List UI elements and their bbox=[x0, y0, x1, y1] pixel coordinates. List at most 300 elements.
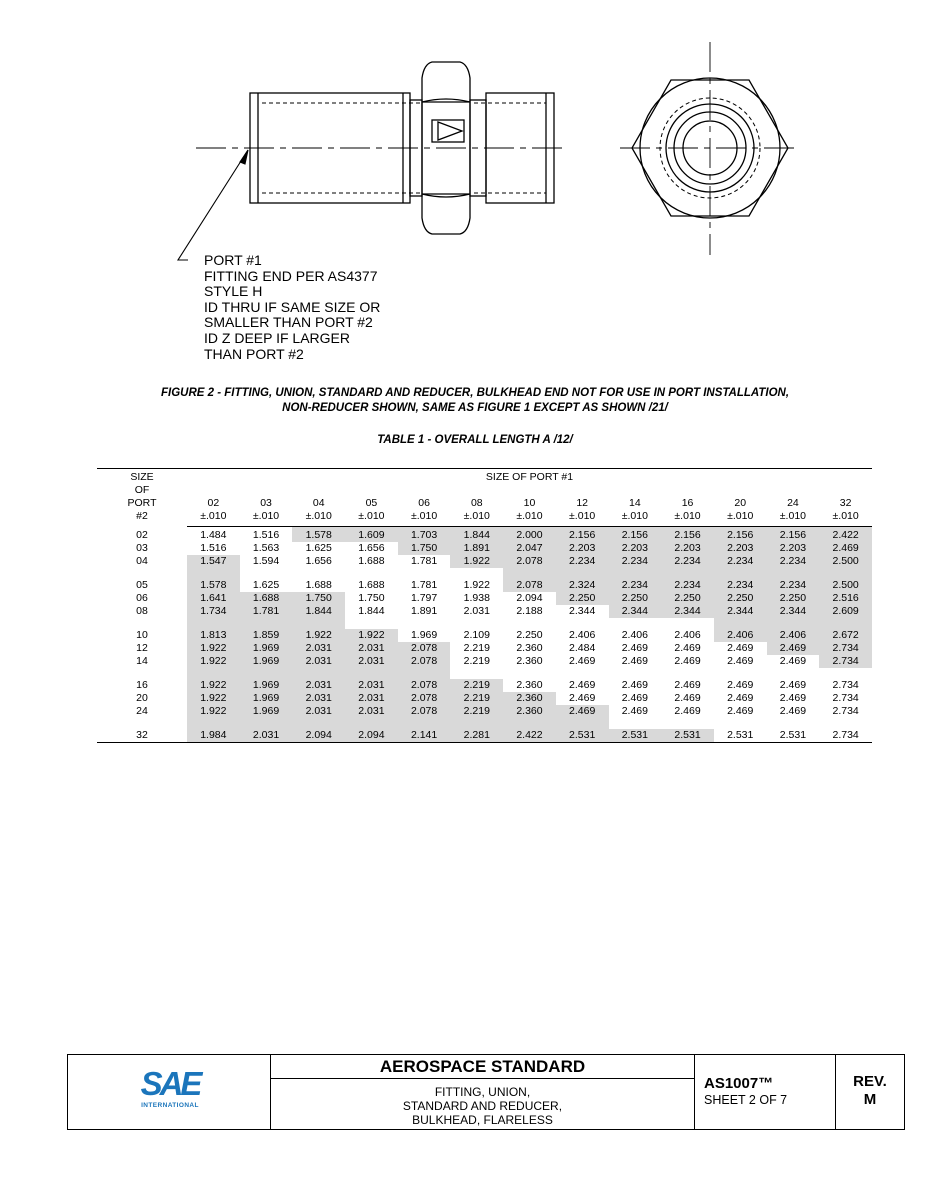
length-cell: 2.484 bbox=[569, 642, 596, 654]
table-row bbox=[97, 542, 872, 555]
doc-number-cell bbox=[695, 1055, 836, 1129]
length-cell: 2.000 bbox=[503, 527, 556, 543]
length-cell: 2.156 bbox=[714, 527, 767, 543]
length-cell: 1.641 bbox=[187, 592, 240, 605]
length-cell: 1.688 bbox=[358, 555, 385, 567]
length-cell: 2.094 bbox=[345, 729, 398, 743]
callout-line: THAN PORT #2 bbox=[204, 345, 304, 362]
spacer-cell bbox=[503, 568, 556, 579]
length-cell: 2.609 bbox=[819, 605, 872, 618]
row-header-line: PORT bbox=[127, 497, 157, 509]
spacer-cell bbox=[292, 568, 345, 579]
column-header bbox=[450, 497, 503, 527]
length-cell: 2.360 bbox=[516, 679, 543, 691]
table-row bbox=[97, 605, 872, 618]
length-cell: 1.750 bbox=[358, 592, 385, 604]
callout-line: STYLE H bbox=[204, 283, 263, 300]
length-cell: 2.094 bbox=[292, 729, 345, 743]
length-cell: 1.813 bbox=[187, 629, 240, 642]
length-cell: 2.109 bbox=[463, 629, 490, 641]
spacer-cell bbox=[240, 718, 293, 729]
length-cell: 2.469 bbox=[779, 655, 807, 667]
spacer-cell bbox=[503, 718, 556, 729]
length-cell: 2.406 bbox=[767, 629, 820, 642]
length-cell: 2.031 bbox=[292, 692, 345, 705]
length-cell: 1.969 bbox=[240, 705, 293, 718]
row-size: 14 bbox=[136, 655, 148, 667]
column-tolerance: ±.010 bbox=[252, 510, 280, 522]
overall-length-table bbox=[97, 468, 872, 743]
sae-logo-subtext: INTERNATIONAL bbox=[141, 1102, 199, 1109]
length-cell: 1.922 bbox=[187, 692, 240, 705]
column-tolerance: ±.010 bbox=[569, 510, 596, 522]
column-header bbox=[661, 497, 714, 527]
length-cell: 2.469 bbox=[621, 655, 648, 667]
length-cell: 1.922 bbox=[187, 642, 240, 655]
row-header-line: OF bbox=[134, 484, 150, 496]
spacer-cell bbox=[398, 568, 451, 579]
length-cell: 1.703 bbox=[398, 527, 451, 543]
length-cell: 2.406 bbox=[714, 629, 767, 642]
spacer-cell bbox=[819, 618, 872, 629]
length-cell: 2.234 bbox=[714, 555, 767, 568]
table-row bbox=[97, 592, 872, 605]
length-cell: 2.094 bbox=[516, 592, 543, 604]
length-cell: 2.672 bbox=[819, 629, 872, 642]
length-cell: 2.469 bbox=[779, 705, 807, 717]
callout-line: PORT #1 bbox=[204, 252, 262, 268]
length-cell: 2.188 bbox=[516, 605, 543, 617]
length-cell: 2.078 bbox=[398, 655, 451, 668]
length-cell: 2.250 bbox=[767, 592, 820, 605]
spacer-row bbox=[97, 718, 872, 729]
length-cell: 2.469 bbox=[556, 705, 609, 718]
spacer-cell bbox=[661, 618, 714, 629]
column-size: 04 bbox=[312, 497, 325, 509]
column-size: 06 bbox=[418, 497, 430, 509]
length-cell: 2.031 bbox=[345, 679, 398, 692]
length-cell: 1.625 bbox=[305, 542, 332, 554]
spacer-cell bbox=[450, 618, 503, 629]
column-header-row bbox=[97, 497, 872, 527]
length-cell: 2.469 bbox=[621, 679, 648, 691]
spacer-cell bbox=[187, 618, 240, 629]
spacer-cell bbox=[556, 668, 609, 679]
length-cell: 1.578 bbox=[292, 527, 345, 543]
length-cell: 2.406 bbox=[621, 629, 648, 641]
spacer-cell bbox=[398, 668, 451, 679]
column-size: 05 bbox=[365, 497, 378, 509]
row-header-line: SIZE bbox=[130, 471, 154, 483]
spacer-cell bbox=[450, 718, 503, 729]
sae-logo-text: SAE bbox=[140, 1065, 200, 1102]
figure-caption bbox=[0, 386, 950, 416]
callout-line: FITTING END PER AS4377 bbox=[204, 267, 378, 284]
length-cell: 1.969 bbox=[240, 692, 293, 705]
length-cell: 2.531 bbox=[556, 729, 609, 743]
spacer-cell bbox=[767, 568, 820, 579]
length-cell: 1.516 bbox=[200, 542, 227, 554]
length-cell: 1.844 bbox=[358, 605, 385, 617]
length-cell: 2.734 bbox=[819, 642, 872, 655]
column-size: 24 bbox=[787, 497, 799, 509]
row-size: 05 bbox=[136, 579, 148, 591]
length-cell: 1.969 bbox=[240, 655, 293, 668]
row-header-line: #2 bbox=[136, 510, 148, 522]
length-cell: 1.547 bbox=[187, 555, 240, 568]
table-row bbox=[97, 527, 872, 543]
length-cell: 2.219 bbox=[450, 692, 503, 705]
length-cell: 1.969 bbox=[410, 629, 438, 641]
spacer-cell bbox=[292, 668, 345, 679]
spacer-cell bbox=[661, 668, 714, 679]
spacer-cell bbox=[556, 618, 609, 629]
center-lines bbox=[196, 42, 800, 255]
spacer-cell bbox=[767, 668, 820, 679]
length-cell: 1.516 bbox=[252, 529, 280, 541]
length-cell: 2.469 bbox=[674, 655, 701, 667]
column-size: 32 bbox=[839, 497, 852, 509]
length-cell: 1.844 bbox=[292, 605, 345, 618]
column-size: 03 bbox=[260, 497, 272, 509]
spacer-cell bbox=[292, 718, 345, 729]
column-size: 14 bbox=[629, 497, 641, 509]
length-cell: 2.734 bbox=[819, 655, 872, 668]
column-header bbox=[187, 497, 240, 527]
column-size: 02 bbox=[207, 497, 220, 509]
length-cell: 1.578 bbox=[187, 579, 240, 592]
length-cell: 2.469 bbox=[819, 542, 872, 555]
length-cell: 1.688 bbox=[358, 579, 385, 591]
table-row bbox=[97, 655, 872, 668]
spacer-cell bbox=[714, 718, 767, 729]
length-cell: 2.469 bbox=[767, 642, 820, 655]
column-tolerance: ±.010 bbox=[727, 510, 754, 522]
spacer-cell bbox=[556, 568, 609, 579]
spacer-cell bbox=[714, 668, 767, 679]
table-row bbox=[97, 705, 872, 718]
length-cell: 1.484 bbox=[200, 529, 227, 541]
spacer-cell bbox=[819, 718, 872, 729]
spacer-cell bbox=[97, 668, 187, 679]
length-cell: 2.250 bbox=[714, 592, 767, 605]
length-cell: 2.203 bbox=[661, 542, 714, 555]
column-tolerance: ±.010 bbox=[410, 510, 438, 522]
figure-caption-line: FIGURE 2 - FITTING, UNION, STANDARD AND REDUCER, BULKHEAD END NOT FOR USE IN PORT INSTALLATION, bbox=[160, 387, 790, 399]
length-cell: 1.969 bbox=[240, 642, 293, 655]
spacer-cell bbox=[714, 618, 767, 629]
length-cell: 2.203 bbox=[767, 542, 820, 555]
length-cell: 1.969 bbox=[240, 679, 293, 692]
column-tolerance: ±.010 bbox=[674, 510, 701, 522]
spacer-cell bbox=[767, 718, 820, 729]
length-cell: 1.891 bbox=[410, 605, 438, 617]
length-cell: 1.625 bbox=[252, 579, 280, 591]
column-header bbox=[609, 497, 662, 527]
length-cell: 1.781 bbox=[410, 579, 438, 591]
spacer-cell bbox=[398, 618, 451, 629]
length-cell: 1.922 bbox=[450, 555, 503, 568]
length-cell: 2.031 bbox=[292, 679, 345, 692]
length-cell: 2.734 bbox=[832, 679, 859, 691]
column-tolerance: ±.010 bbox=[779, 510, 806, 522]
doc-number: AS1007™ bbox=[704, 1075, 774, 1092]
spacer-cell bbox=[97, 618, 187, 629]
spacer-cell bbox=[503, 618, 556, 629]
callout-line: ID Z DEEP IF LARGER bbox=[204, 329, 350, 346]
length-cell: 2.078 bbox=[503, 579, 556, 592]
length-cell: 1.781 bbox=[240, 605, 293, 618]
fitting-drawing bbox=[0, 0, 950, 380]
column-size: 10 bbox=[523, 497, 536, 509]
callout-line: SMALLER THAN PORT #2 bbox=[204, 314, 373, 331]
length-cell: 2.469 bbox=[674, 692, 701, 704]
length-cell: 2.344 bbox=[714, 605, 767, 618]
length-cell: 1.781 bbox=[410, 555, 438, 567]
length-cell: 2.360 bbox=[503, 705, 556, 718]
length-cell: 2.344 bbox=[661, 605, 714, 618]
length-cell: 2.469 bbox=[674, 705, 701, 717]
spacer-row bbox=[97, 618, 872, 629]
length-cell: 2.531 bbox=[767, 729, 820, 743]
column-header bbox=[240, 497, 293, 527]
length-cell: 2.078 bbox=[503, 555, 556, 568]
length-cell: 1.688 bbox=[240, 592, 293, 605]
spacer-cell bbox=[187, 568, 240, 579]
length-cell: 2.250 bbox=[661, 592, 714, 605]
length-cell: 2.531 bbox=[609, 729, 662, 743]
row-size: 20 bbox=[136, 692, 148, 704]
title-cell bbox=[271, 1055, 695, 1129]
column-header bbox=[819, 497, 872, 527]
length-cell: 2.031 bbox=[463, 605, 490, 617]
spacer-cell bbox=[609, 718, 662, 729]
title-line: BULKHEAD, FLARELESS bbox=[412, 1113, 553, 1127]
length-cell: 2.281 bbox=[450, 729, 503, 743]
length-cell: 1.984 bbox=[187, 729, 240, 743]
length-cell: 2.469 bbox=[674, 642, 701, 654]
table-row bbox=[97, 679, 872, 692]
spacer-cell bbox=[661, 568, 714, 579]
spacer-cell bbox=[240, 568, 293, 579]
spacer-cell bbox=[240, 618, 293, 629]
length-cell: 1.844 bbox=[450, 527, 503, 543]
length-cell: 2.031 bbox=[345, 655, 398, 668]
length-cell: 1.922 bbox=[187, 679, 240, 692]
length-cell: 2.360 bbox=[503, 692, 556, 705]
length-cell: 1.859 bbox=[240, 629, 293, 642]
length-cell: 2.469 bbox=[727, 655, 754, 667]
length-cell: 2.031 bbox=[345, 705, 398, 718]
length-cell: 2.469 bbox=[779, 692, 807, 704]
spacer-cell bbox=[345, 618, 398, 629]
length-cell: 2.234 bbox=[714, 579, 767, 592]
length-cell: 1.656 bbox=[358, 542, 385, 554]
length-cell: 2.031 bbox=[345, 642, 398, 655]
length-cell: 2.234 bbox=[609, 555, 662, 568]
title-line: FITTING, UNION, bbox=[434, 1085, 531, 1099]
length-cell: 2.078 bbox=[398, 679, 451, 692]
spacer-cell bbox=[292, 618, 345, 629]
length-cell: 2.203 bbox=[714, 542, 767, 555]
length-cell: 2.469 bbox=[674, 679, 701, 691]
spacer-cell bbox=[609, 618, 662, 629]
length-cell: 2.469 bbox=[727, 692, 754, 704]
column-tolerance: ±.010 bbox=[832, 510, 859, 522]
row-size: 32 bbox=[97, 729, 187, 743]
length-cell: 2.734 bbox=[832, 692, 859, 704]
spacer-cell bbox=[97, 568, 187, 579]
table-row bbox=[97, 642, 872, 655]
spacer-cell bbox=[767, 618, 820, 629]
length-cell: 2.531 bbox=[661, 729, 714, 743]
length-cell: 2.203 bbox=[556, 542, 609, 555]
column-header bbox=[292, 497, 345, 527]
length-cell: 2.031 bbox=[292, 642, 345, 655]
length-cell: 2.406 bbox=[674, 629, 701, 641]
length-cell: 2.469 bbox=[727, 705, 754, 717]
length-cell: 2.078 bbox=[398, 692, 451, 705]
length-cell: 2.031 bbox=[292, 655, 345, 668]
column-size: 08 bbox=[470, 497, 483, 509]
spacer-cell bbox=[345, 568, 398, 579]
spacer-cell bbox=[345, 668, 398, 679]
length-cell: 2.219 bbox=[450, 679, 503, 692]
length-cell: 1.891 bbox=[450, 542, 503, 555]
length-cell: 2.344 bbox=[569, 605, 596, 617]
length-cell: 2.422 bbox=[819, 527, 872, 543]
column-header bbox=[503, 497, 556, 527]
length-cell: 2.219 bbox=[463, 655, 490, 667]
spacer-cell bbox=[240, 668, 293, 679]
length-cell: 2.234 bbox=[661, 579, 714, 592]
title-line: STANDARD AND REDUCER, bbox=[402, 1099, 563, 1113]
length-cell: 2.344 bbox=[609, 605, 662, 618]
length-cell: 2.324 bbox=[556, 579, 609, 592]
column-header bbox=[398, 497, 451, 527]
figure-caption-line: NON-REDUCER SHOWN, SAME AS FIGURE 1 EXCEPT AS SHOWN /21/ bbox=[282, 402, 668, 414]
length-cell: 1.688 bbox=[305, 579, 332, 591]
rev-label: REV. bbox=[853, 1073, 887, 1090]
length-cell: 2.344 bbox=[767, 605, 820, 618]
row-size: 02 bbox=[136, 528, 148, 541]
spacer-cell bbox=[450, 668, 503, 679]
table-row bbox=[97, 729, 872, 743]
port-callout bbox=[204, 253, 380, 362]
length-cell: 1.563 bbox=[252, 542, 280, 554]
length-cell: 1.750 bbox=[292, 592, 345, 605]
row-size: 04 bbox=[136, 555, 148, 567]
sheet-number: SHEET 2 OF 7 bbox=[704, 1093, 788, 1107]
column-tolerance: ±.010 bbox=[305, 510, 332, 522]
spacer-cell bbox=[97, 718, 187, 729]
length-cell: 2.047 bbox=[503, 542, 556, 555]
column-tolerance: ±.010 bbox=[463, 510, 490, 522]
table-title: TABLE 1 - OVERALL LENGTH A /12/ bbox=[377, 434, 573, 446]
length-cell: 2.234 bbox=[556, 555, 609, 568]
length-cell: 2.078 bbox=[398, 642, 451, 655]
length-cell: 2.219 bbox=[463, 642, 490, 654]
length-cell: 2.156 bbox=[556, 527, 609, 543]
row-size: 06 bbox=[136, 592, 148, 604]
document-title bbox=[271, 1079, 694, 1127]
length-cell: 2.469 bbox=[727, 679, 754, 691]
spacer-cell bbox=[450, 568, 503, 579]
length-cell: 2.469 bbox=[569, 655, 596, 667]
length-cell: 1.609 bbox=[345, 527, 398, 543]
length-cell: 2.234 bbox=[767, 579, 820, 592]
column-tolerance: ±.010 bbox=[516, 510, 543, 522]
length-cell: 2.360 bbox=[516, 642, 543, 654]
length-cell: 2.500 bbox=[819, 579, 872, 592]
spacer-cell bbox=[503, 668, 556, 679]
leader-line bbox=[178, 150, 248, 260]
spacer-cell bbox=[345, 718, 398, 729]
column-header bbox=[556, 497, 609, 527]
length-cell: 2.469 bbox=[569, 679, 596, 691]
callout-line: ID THRU IF SAME SIZE OR bbox=[204, 298, 381, 315]
length-cell: 2.031 bbox=[345, 692, 398, 705]
length-cell: 2.156 bbox=[767, 527, 820, 543]
spacer-cell bbox=[714, 568, 767, 579]
column-header bbox=[714, 497, 767, 527]
length-cell: 2.360 bbox=[516, 655, 543, 667]
column-tolerance: ±.010 bbox=[621, 510, 648, 522]
length-cell: 2.141 bbox=[398, 729, 451, 743]
length-cell: 1.922 bbox=[187, 705, 240, 718]
row-size: 08 bbox=[136, 605, 148, 617]
length-cell: 1.922 bbox=[187, 655, 240, 668]
row-size: 10 bbox=[136, 629, 148, 641]
length-cell: 2.469 bbox=[569, 692, 596, 704]
row-size: 12 bbox=[136, 642, 148, 654]
group-header: SIZE OF PORT #1 bbox=[187, 469, 872, 498]
column-tolerance: ±.010 bbox=[200, 510, 227, 522]
length-cell: 2.031 bbox=[240, 729, 293, 743]
length-cell: 2.078 bbox=[398, 705, 451, 718]
length-cell: 2.516 bbox=[819, 592, 872, 605]
spacer-cell bbox=[661, 718, 714, 729]
row-size: 03 bbox=[136, 542, 148, 554]
length-cell: 1.922 bbox=[292, 629, 345, 642]
column-header bbox=[345, 497, 398, 527]
table-row bbox=[97, 692, 872, 705]
spacer-row bbox=[97, 568, 872, 579]
sae-logo bbox=[134, 1067, 206, 1109]
spacer-cell bbox=[398, 718, 451, 729]
length-cell: 2.234 bbox=[609, 579, 662, 592]
length-cell: 2.734 bbox=[819, 729, 872, 743]
length-cell: 1.922 bbox=[463, 579, 490, 591]
length-cell: 2.469 bbox=[621, 705, 648, 717]
length-cell: 2.469 bbox=[621, 692, 648, 704]
length-cell: 2.156 bbox=[661, 527, 714, 543]
spacer-cell bbox=[556, 718, 609, 729]
spacer-cell bbox=[609, 568, 662, 579]
length-cell: 1.922 bbox=[345, 629, 398, 642]
row-size: 24 bbox=[136, 705, 148, 717]
length-cell: 2.500 bbox=[819, 555, 872, 568]
revision-cell bbox=[836, 1055, 904, 1129]
table-row bbox=[97, 555, 872, 568]
length-cell: 2.031 bbox=[292, 705, 345, 718]
table-row bbox=[97, 579, 872, 592]
column-size: 20 bbox=[734, 497, 747, 509]
table-header-row bbox=[97, 469, 872, 498]
length-cell: 2.234 bbox=[661, 555, 714, 568]
row-header bbox=[97, 469, 187, 527]
spacer-cell bbox=[187, 718, 240, 729]
